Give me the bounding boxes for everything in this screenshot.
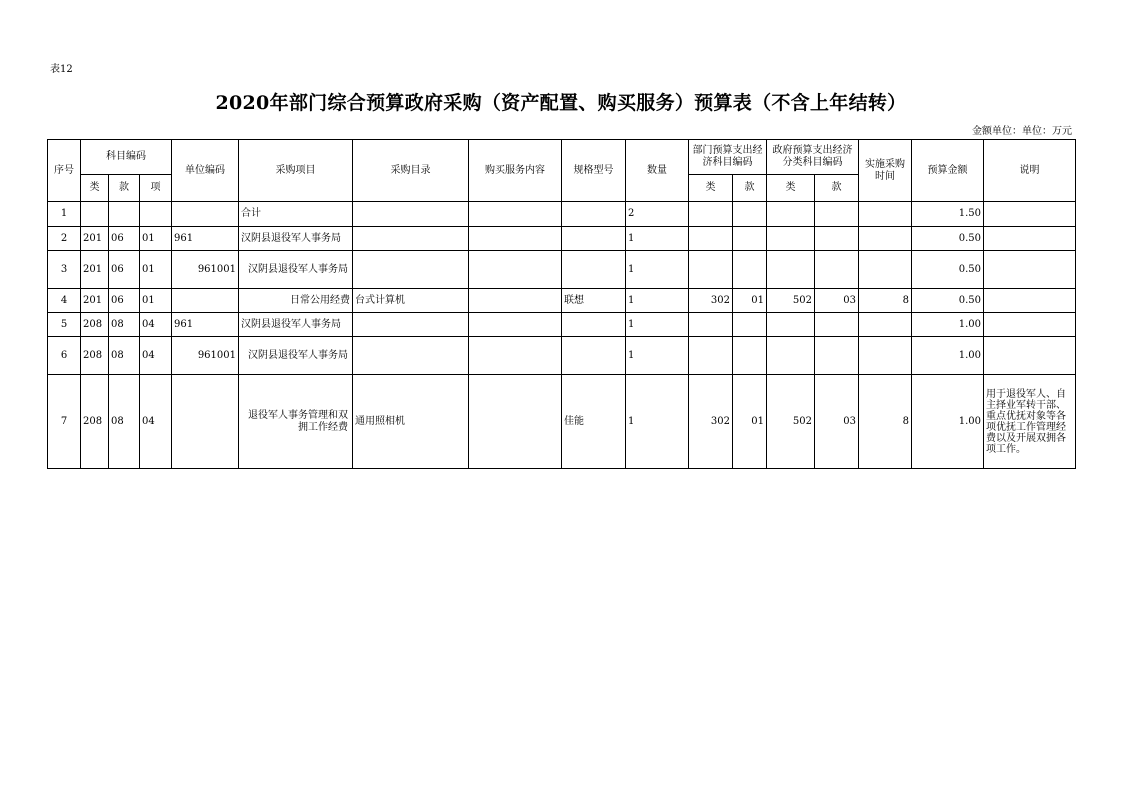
header-kuan: 款 bbox=[109, 175, 140, 202]
cell-catalog bbox=[353, 227, 469, 251]
cell-gov-kuan bbox=[815, 251, 859, 289]
cell-time bbox=[859, 337, 912, 375]
cell-seq: 5 bbox=[48, 313, 81, 337]
cell-note bbox=[984, 313, 1076, 337]
table-row bbox=[48, 375, 1076, 469]
header-gov-lei: 类 bbox=[767, 175, 815, 202]
table-row bbox=[48, 227, 1076, 251]
cell-spec: 联想 bbox=[562, 289, 626, 313]
cell-seq: 2 bbox=[48, 227, 81, 251]
cell-gov-lei bbox=[767, 251, 815, 289]
cell-gov-lei: 502 bbox=[767, 375, 815, 469]
cell-lei: 201 bbox=[81, 289, 109, 313]
cell-dept-kuan bbox=[733, 313, 767, 337]
cell-dept-kuan: 01 bbox=[733, 289, 767, 313]
cell-catalog: 台式计算机 bbox=[353, 289, 469, 313]
cell-dept-lei: 302 bbox=[689, 289, 733, 313]
cell-seq: 4 bbox=[48, 289, 81, 313]
cell-unit-code: 961001 bbox=[172, 251, 239, 289]
cell-spec: 佳能 bbox=[562, 375, 626, 469]
header-service: 购买服务内容 bbox=[469, 140, 562, 202]
cell-xiang: 01 bbox=[140, 251, 172, 289]
page-title: 2020年部门综合预算政府采购（资产配置、购买服务）预算表（不含上年结转） bbox=[215, 92, 907, 114]
cell-amount: 1.00 bbox=[912, 313, 984, 337]
header-gov-kuan: 款 bbox=[815, 175, 859, 202]
cell-dept-kuan bbox=[733, 227, 767, 251]
table-code: 表12 bbox=[50, 64, 73, 75]
cell-xiang: 04 bbox=[140, 337, 172, 375]
cell-item: 合计 bbox=[239, 202, 353, 227]
header-note: 说明 bbox=[984, 140, 1076, 202]
cell-qty: 1 bbox=[626, 251, 689, 289]
cell-dept-kuan bbox=[733, 251, 767, 289]
cell-service bbox=[469, 202, 562, 227]
cell-xiang: 01 bbox=[140, 227, 172, 251]
cell-item: 汉阴县退役军人事务局 bbox=[239, 337, 353, 375]
table-row bbox=[48, 313, 1076, 337]
cell-spec bbox=[562, 251, 626, 289]
table-row bbox=[48, 251, 1076, 289]
cell-service bbox=[469, 313, 562, 337]
cell-unit-code: 961 bbox=[172, 227, 239, 251]
cell-item: 汉阴县退役军人事务局 bbox=[239, 251, 353, 289]
cell-dept-lei bbox=[689, 202, 733, 227]
cell-gov-kuan: 03 bbox=[815, 375, 859, 469]
cell-qty: 1 bbox=[626, 375, 689, 469]
cell-note: 用于退役军人、自主择业军转干部、重点优抚对象等各项优抚工作管理经费以及开展双拥各项工作。 bbox=[984, 375, 1076, 469]
cell-time bbox=[859, 227, 912, 251]
cell-seq: 6 bbox=[48, 337, 81, 375]
cell-catalog bbox=[353, 313, 469, 337]
cell-service bbox=[469, 251, 562, 289]
cell-dept-lei bbox=[689, 227, 733, 251]
cell-catalog bbox=[353, 251, 469, 289]
header-xiang: 项 bbox=[140, 175, 172, 202]
cell-qty: 2 bbox=[626, 202, 689, 227]
header-dept-econ: 部门预算支出经济科目编码 bbox=[689, 140, 767, 175]
cell-kuan: 08 bbox=[109, 337, 140, 375]
cell-seq: 7 bbox=[48, 375, 81, 469]
cell-kuan: 06 bbox=[109, 289, 140, 313]
cell-note bbox=[984, 289, 1076, 313]
cell-qty: 1 bbox=[626, 227, 689, 251]
cell-dept-kuan bbox=[733, 202, 767, 227]
cell-service bbox=[469, 227, 562, 251]
cell-xiang: 04 bbox=[140, 375, 172, 469]
cell-lei: 208 bbox=[81, 375, 109, 469]
cell-gov-kuan bbox=[815, 227, 859, 251]
cell-dept-lei: 302 bbox=[689, 375, 733, 469]
cell-lei: 201 bbox=[81, 227, 109, 251]
cell-time bbox=[859, 313, 912, 337]
cell-gov-kuan bbox=[815, 202, 859, 227]
cell-item: 日常公用经费 bbox=[239, 289, 353, 313]
cell-amount: 1.00 bbox=[912, 337, 984, 375]
header-seq: 序号 bbox=[48, 140, 81, 202]
cell-item: 退役军人事务管理和双拥工作经费 bbox=[239, 375, 353, 469]
cell-gov-lei bbox=[767, 227, 815, 251]
cell-service bbox=[469, 337, 562, 375]
header-qty: 数量 bbox=[626, 140, 689, 202]
header-item: 采购项目 bbox=[239, 140, 353, 202]
cell-xiang: 04 bbox=[140, 313, 172, 337]
cell-gov-lei bbox=[767, 337, 815, 375]
header-time: 实施采购时间 bbox=[859, 140, 912, 202]
cell-gov-kuan bbox=[815, 313, 859, 337]
cell-note bbox=[984, 337, 1076, 375]
cell-gov-lei bbox=[767, 202, 815, 227]
cell-note bbox=[984, 202, 1076, 227]
cell-spec bbox=[562, 313, 626, 337]
header-subject-code: 科目编码 bbox=[81, 140, 172, 175]
cell-unit-code: 961001 bbox=[172, 337, 239, 375]
table-row bbox=[48, 289, 1076, 313]
cell-item: 汉阴县退役军人事务局 bbox=[239, 227, 353, 251]
cell-kuan: 08 bbox=[109, 313, 140, 337]
cell-kuan: 08 bbox=[109, 375, 140, 469]
header-gov-econ: 政府预算支出经济分类科目编码 bbox=[767, 140, 859, 175]
cell-amount: 0.50 bbox=[912, 289, 984, 313]
cell-lei: 201 bbox=[81, 251, 109, 289]
cell-spec bbox=[562, 202, 626, 227]
cell-item: 汉阴县退役军人事务局 bbox=[239, 313, 353, 337]
cell-dept-lei bbox=[689, 313, 733, 337]
cell-amount: 0.50 bbox=[912, 227, 984, 251]
header-spec: 规格型号 bbox=[562, 140, 626, 202]
cell-time bbox=[859, 202, 912, 227]
header-dept-lei: 类 bbox=[689, 175, 733, 202]
header-amount: 预算金额 bbox=[912, 140, 984, 202]
header-unit-code: 单位编码 bbox=[172, 140, 239, 202]
header-lei: 类 bbox=[81, 175, 109, 202]
cell-time: 8 bbox=[859, 289, 912, 313]
cell-lei: 208 bbox=[81, 313, 109, 337]
cell-unit-code bbox=[172, 202, 239, 227]
cell-seq: 1 bbox=[48, 202, 81, 227]
cell-lei: 208 bbox=[81, 337, 109, 375]
cell-spec bbox=[562, 337, 626, 375]
cell-time bbox=[859, 251, 912, 289]
cell-lei bbox=[81, 202, 109, 227]
cell-qty: 1 bbox=[626, 313, 689, 337]
cell-gov-kuan: 03 bbox=[815, 289, 859, 313]
cell-xiang: 01 bbox=[140, 289, 172, 313]
cell-time: 8 bbox=[859, 375, 912, 469]
cell-qty: 1 bbox=[626, 337, 689, 375]
budget-table bbox=[47, 139, 1076, 469]
cell-xiang bbox=[140, 202, 172, 227]
cell-unit-code: 961 bbox=[172, 313, 239, 337]
cell-dept-lei bbox=[689, 251, 733, 289]
cell-kuan: 06 bbox=[109, 251, 140, 289]
cell-catalog: 通用照相机 bbox=[353, 375, 469, 469]
cell-kuan bbox=[109, 202, 140, 227]
cell-seq: 3 bbox=[48, 251, 81, 289]
header-catalog: 采购目录 bbox=[353, 140, 469, 202]
cell-unit-code bbox=[172, 375, 239, 469]
cell-amount: 0.50 bbox=[912, 251, 984, 289]
cell-unit-code bbox=[172, 289, 239, 313]
cell-note bbox=[984, 251, 1076, 289]
cell-note bbox=[984, 227, 1076, 251]
header-dept-kuan: 款 bbox=[733, 175, 767, 202]
cell-spec bbox=[562, 227, 626, 251]
cell-service bbox=[469, 289, 562, 313]
cell-dept-kuan bbox=[733, 337, 767, 375]
cell-gov-lei bbox=[767, 313, 815, 337]
cell-catalog bbox=[353, 202, 469, 227]
table-row bbox=[48, 337, 1076, 375]
cell-gov-kuan bbox=[815, 337, 859, 375]
cell-amount: 1.50 bbox=[912, 202, 984, 227]
cell-kuan: 06 bbox=[109, 227, 140, 251]
cell-gov-lei: 502 bbox=[767, 289, 815, 313]
cell-dept-lei bbox=[689, 337, 733, 375]
table-row bbox=[48, 202, 1076, 227]
cell-amount: 1.00 bbox=[912, 375, 984, 469]
unit-label: 金额单位：单位：万元 bbox=[972, 126, 1072, 137]
cell-qty: 1 bbox=[626, 289, 689, 313]
cell-service bbox=[469, 375, 562, 469]
cell-catalog bbox=[353, 337, 469, 375]
cell-dept-kuan: 01 bbox=[733, 375, 767, 469]
